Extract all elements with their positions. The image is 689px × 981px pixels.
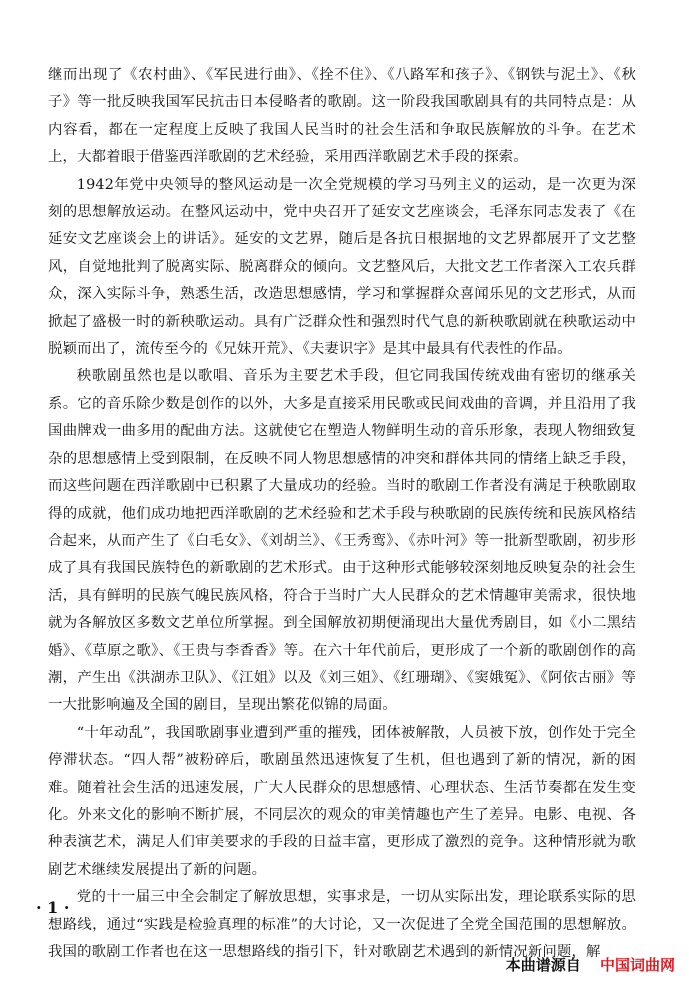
document-body (48, 62, 636, 966)
paragraph-5: 党的十一届三中全会制定了解放思想，实事求是，一切从实际出发，理论联系实际的思想路线，通过“实践是检验真理的标准”的大讨论，又一次促进了全党全国范围的思想解放。我国的歌剧工作者也在这一思想路线的指引下，针对歌剧艺术遇到的新情况新问题，解 (48, 889, 636, 960)
page-number: · 1 · (36, 898, 70, 917)
footer-watermark (506, 954, 675, 975)
paragraph-1: 继而出现了《农村曲》、《军民进行曲》、《拴不住》、《八路军和孩子》、《钢铁与泥土》、《秋子》等一批反映我国军民抗击日本侵略者的歌剧。这一阶段我国歌剧具有的共同特点是：从内容看，都在一定程度上反映了我国人民当时的社会生活和争取民族解放的斗争。在艺术上，大都着眼于借鉴西洋歌剧的艺术经验，采用西洋歌剧艺术手段的探索。 (48, 67, 636, 166)
footer-site-link[interactable]: 中国词曲网 (599, 956, 675, 974)
paragraph-4: “十年动乱”，我国歌剧事业遭到严重的摧残，团体被解散，人员被下放，创作处于完全停滞状态。“四人帮”被粉碎后，歌剧虽然迅速恢复了生机，但也遇到了新的情况，新的困难。随着社会生活的迅速发展，广大人民群众的思想感情、心理状态、生活节奏都在发生变化。外来文化的影响不断扩展，不同层次的观众的审美情趣也产生了差异。电影、电视、各种表演艺术，满足人们审美要求的手段的日益丰富，更形成了激烈的竞争。这种情形就为歌剧艺术继续发展提出了新的问题。 (48, 724, 636, 878)
paragraph-3: 秧歌剧虽然也是以歌唱、音乐为主要艺术手段，但它同我国传统戏曲有密切的继承关系。它的音乐除少数是创作的以外，大多是直接采用民歌或民间戏曲的音调，并且沿用了我国曲牌戏一曲多用的配曲方法。这就使它在塑造人物鲜明生动的音乐形象，表现人物细致复杂的思想感情上受到限制，在反映不同人物思想感情的冲突和群体共同的情绪上缺乏手段，而这些问题在西洋歌剧中已积累了大量成功的经验。当时的歌剧工作者没有满足于秧歌剧取得的成就，他们成功地把西洋歌剧的艺术经验和艺术手段与秧歌剧的民族传统和民族风格结合起来，从而产生了《白毛女》、《刘胡兰》、《王秀鸾》、《赤叶河》等一批新型歌剧，初步形成了具有我国民族特色的新歌剧的艺术形式。由于这种形式能够较深刻地反映复杂的社会生活，具有鲜明的民族气魄民族风格，符合于当时广大人民群众的艺术情趣审美需求，很快地就为各解放区多数文艺单位所掌握。到全国解放初期便涌现出大量优秀剧目，如《小二黑结婚》、《草原之歌》、《王贵与李香香》等。在六十年代前后，更形成了一个新的歌剧创作的高潮，产生出《洪湖赤卫队》、《江姐》以及《刘三姐》、《红珊瑚》、《窦娥冤》、《阿依古丽》等一大批影响遍及全国的剧目，呈现出繁花似锦的局面。 (48, 368, 636, 714)
footer-source-label: 本曲谱源自 (505, 956, 581, 974)
paragraph-2: 1942年党中央领导的整风运动是一次全党规模的学习马列主义的运动，是一次更为深刻的思想解放运动。在整风运动中，党中央召开了延安文艺座谈会，毛泽东同志发表了《在延安文艺座谈会上的讲话》。延安的文艺界，随后是各抗日根据地的文艺界都展开了文艺整风，自觉地批判了脱离实际、脱离群众的倾向。文艺整风后，大批文艺工作者深入工农兵群众，深入实际斗争，熟悉生活，改造思想感情，学习和掌握群众喜闻乐见的文艺形式，从而掀起了盛极一时的新秧歌运动。具有广泛群众性和强烈时代气息的新秧歌剧就在秧歌运动中脱颖而出了，流传至今的《兄妹开荒》、《夫妻识字》是其中最具有代表性的作品。 (48, 176, 636, 358)
